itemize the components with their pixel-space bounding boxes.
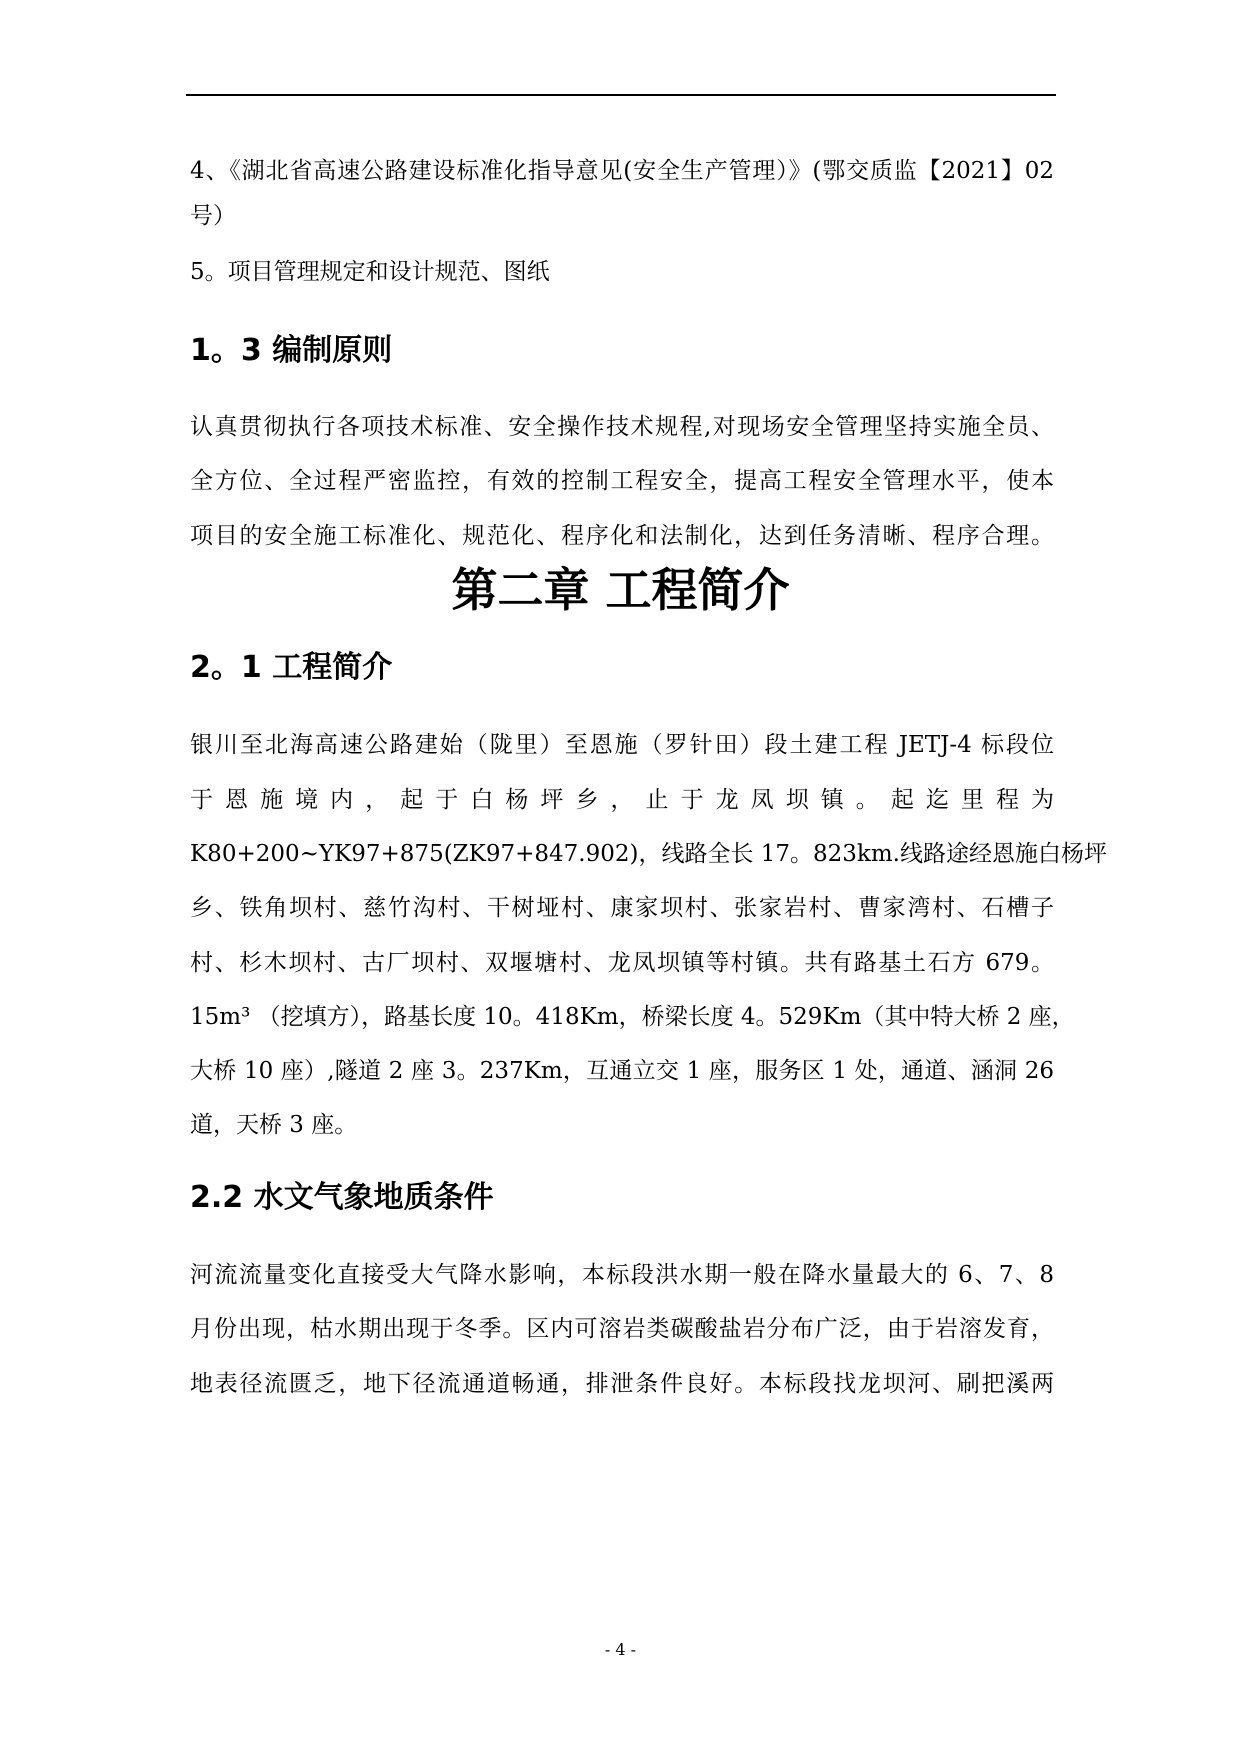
section-heading-2-2: 2.2 水文气象地质条件 <box>190 1180 494 1215</box>
paragraph-line: 河流流量变化直接受大气降水影响，本标段洪水期一般在降水量最大的 6、7、8 <box>190 1262 1054 1288</box>
paragraph-line: 道，天桥 3 座。 <box>190 1112 358 1138</box>
paragraph-line: 于恩施境内，起于白杨坪乡，止于龙凤坝镇。起迄里程为 <box>190 787 1054 813</box>
reference-item-4-line-1: 4、《湖北省高速公路建设标准化指导意见(安全生产管理）》(鄂交质监【2021】02 <box>190 158 1054 184</box>
paragraph-line: 全方位、全过程严密监控，有效的控制工程安全，提高工程安全管理水平，使本 <box>190 468 1054 494</box>
section-heading-1-3: 1。3 编制原则 <box>190 333 393 368</box>
paragraph-line: 认真贯彻执行各项技术标准、安全操作技术规程,对现场安全管理坚持实施全员、 <box>190 414 1054 440</box>
paragraph-line: 乡、铁角坝村、慈竹沟村、干树垭村、康家坝村、张家岩村、曹家湾村、石槽子 <box>190 895 1054 921</box>
reference-item-5: 5。项目管理规定和设计规范、图纸 <box>190 259 550 285</box>
paragraph-line: 银川至北海高速公路建始（陇里）至恩施（罗针田）段土建工程 JETJ-4 标段位 <box>190 732 1054 758</box>
paragraph-line: 15m³ （挖填方），路基长度 10。418Km，桥梁长度 4。529Km（其中特大桥 2 座， <box>190 1004 1075 1030</box>
paragraph-line: 月份出现，枯水期出现于冬季。区内可溶岩类碳酸盐岩分布广泛，由于岩溶发育， <box>190 1316 1054 1342</box>
paragraph-line: 大桥 10 座）,隧道 2 座 3。237Km，互通立交 1 座，服务区 1 处，通道、涵洞 26 <box>190 1058 1054 1084</box>
paragraph-line: 村、杉木坝村、古厂坝村、双堰塘村、龙凤坝镇等村镇。共有路基土石方 679。 <box>190 950 1054 976</box>
paragraph-line: K80+200~YK97+875(ZK97+847.902)，线路全长 17。823km.线路途经恩施白杨坪 <box>190 841 1107 867</box>
header-rule <box>186 94 1056 96</box>
section-heading-2-1: 2。1 工程简介 <box>190 650 393 685</box>
reference-item-4-line-2: 号） <box>190 203 236 229</box>
chapter-title: 第二章 工程简介 <box>451 563 790 617</box>
page-number: - 4 - <box>604 1640 637 1659</box>
paragraph-line: 项目的安全施工标准化、规范化、程序化和法制化，达到任务清晰、程序合理。 <box>190 523 1054 549</box>
paragraph-line: 地表径流匮乏，地下径流通道畅通，排泄条件良好。本标段找龙坝河、刷把溪两 <box>190 1371 1054 1397</box>
